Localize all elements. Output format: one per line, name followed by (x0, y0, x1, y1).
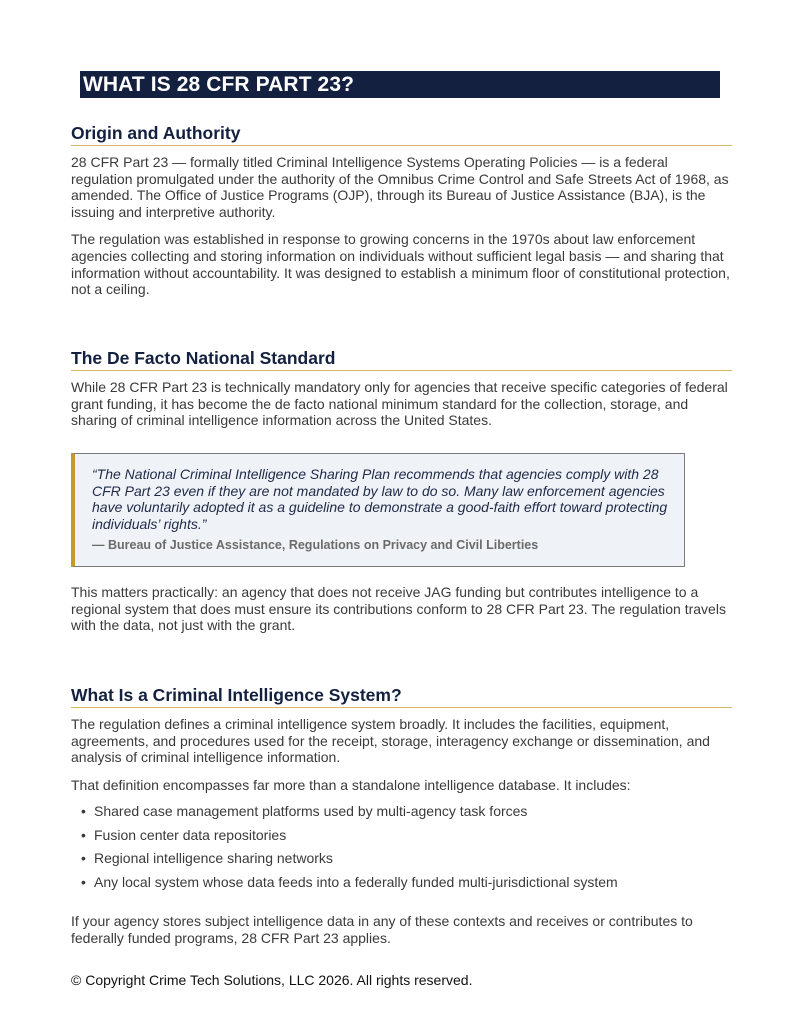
bullet-list (71, 803, 732, 890)
list-item (71, 874, 732, 891)
paragraph: This matters practically: an agency that does not receive JAG funding but contributes intelligence to a regional system that does must ensure its contributions conform to 28 CFR Part 23. The regulation travels with the data, not just with the grant. (71, 584, 726, 634)
paragraph: The regulation was established in response to growing concerns in the 1970s about law enforcement agencies collecting and storing information on individuals without sufficient legal basis — and sharing that information without accountability. It was designed to establish a minimum floor of constitutional protection, not a ceiling. (71, 231, 730, 298)
bullet-icon: • (81, 873, 86, 890)
bullet-icon: • (81, 850, 86, 867)
paragraph: If your agency stores subject intelligence data in any of these contexts and receives or contributes to federally funded programs, 28 CFR Part 23 applies. (71, 913, 693, 946)
section-heading: The De Facto National Standard (71, 347, 732, 371)
bullet-icon: • (81, 803, 86, 820)
paragraph: While 28 CFR Part 23 is technically mandatory only for agencies that receive specific categories of federal grant funding, it has become the de facto national minimum standard for the collection, storage, and sharing of criminal intelligence information across the United States. (71, 379, 728, 429)
section-de-facto-national-standard (71, 347, 732, 429)
list-item (71, 850, 732, 867)
section-heading: What Is a Criminal Intelligence System? (71, 684, 732, 708)
list-item-text: Fusion center data repositories (94, 826, 287, 843)
list-item (71, 803, 732, 820)
list-item (71, 827, 732, 844)
list-item-text: Shared case management platforms used by multi-agency task forces (94, 803, 528, 820)
list-item-text: Regional intelligence sharing networks (94, 850, 333, 867)
page-title: WHAT IS 28 CFR PART 23? (80, 71, 720, 98)
section-origin-and-authority (71, 122, 732, 298)
paragraph: 28 CFR Part 23 — formally titled Criminal Intelligence Systems Operating Policies — is a federal regulation promulgated under the authority of the Omnibus Crime Control and Safe Streets Act of 1968, as amended. The Office of Justice Programs (OJP), through its Bureau of Justice Assistance (BJA), is the issuing and interpretive authority. (71, 154, 729, 220)
copyright-footer: © Copyright Crime Tech Solutions, LLC 2026. All rights reserved. (71, 972, 473, 988)
blockquote (71, 453, 685, 567)
paragraph: The regulation defines a criminal intelligence system broadly. It includes the facilities, equipment, agreements, and procedures used for the receipt, storage, interagency exchange or dissemination, and analysis of criminal intelligence information. (71, 716, 710, 766)
section-heading: Origin and Authority (71, 122, 732, 146)
paragraph: That definition encompasses far more than a standalone intelligence database. It includes: (71, 776, 631, 793)
list-item-text: Any local system whose data feeds into a federally funded multi-jurisdictional system (94, 873, 618, 890)
section-criminal-intelligence-system (71, 684, 732, 897)
quote-attribution: — Bureau of Justice Assistance, Regulations on Privacy and Civil Liberties (92, 538, 539, 553)
quote-text: “The National Criminal Intelligence Sharing Plan recommends that agencies comply with 28 CFR Part 23 even if they are not mandated by law to do so. Many law enforcement agencies have voluntarily adopted it as a guideline to demonstrate a good-faith effort toward protecting individuals’ rights.” (92, 466, 668, 532)
bullet-icon: • (81, 826, 86, 843)
